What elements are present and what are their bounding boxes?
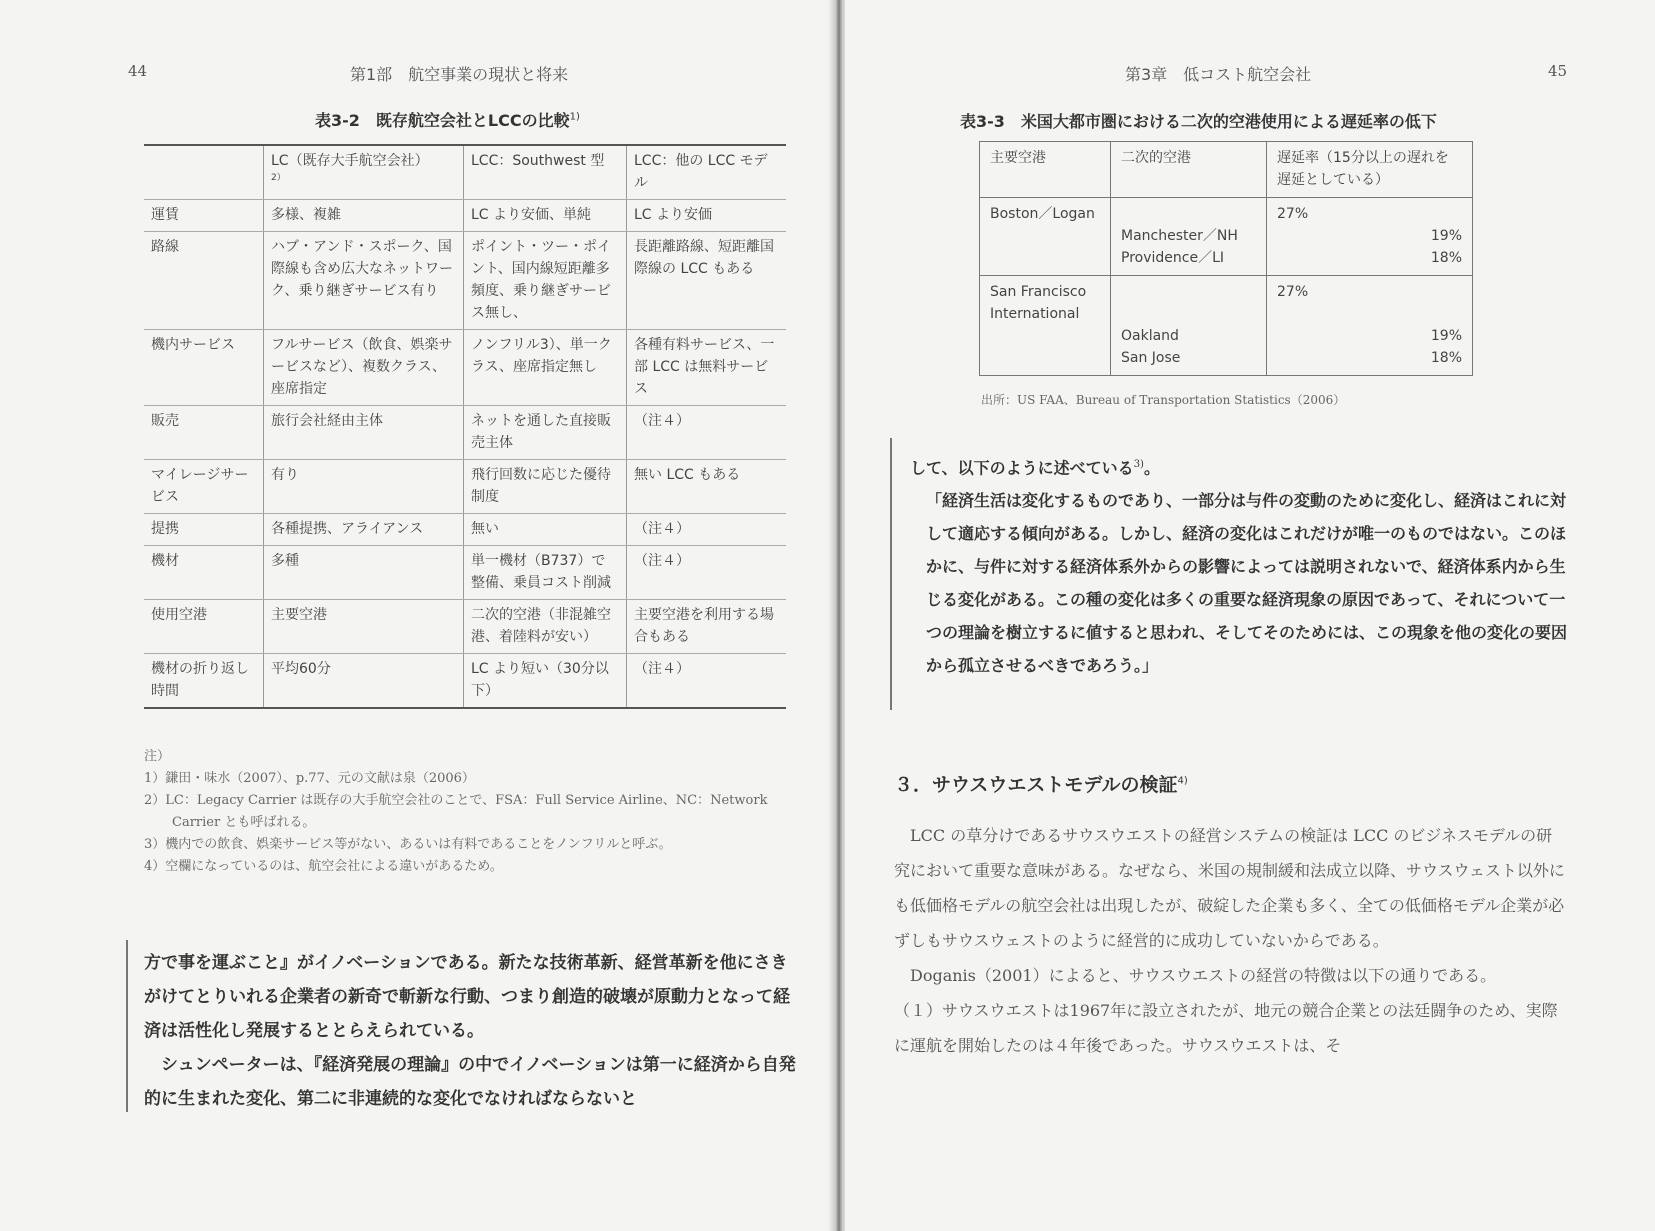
row-label: マイレージサービス [144,460,264,514]
table-cell: 二次的空港（非混雑空港、着陸料が安い） [464,600,627,654]
secondary-rate: 18% [1430,250,1462,266]
table-cell: 無い [464,514,627,546]
table-cell: （注４） [627,546,787,600]
row-label: 運賃 [144,200,264,232]
running-head: 第1部 航空事業の現状と将来 [350,65,569,84]
body-text [144,946,800,1116]
row-label: 機内サービス [144,330,264,406]
secondary-rate: 19% [1430,328,1462,344]
paragraph: 方で事を運ぶこと』がイノベーションである。新たな技術革新、経営革新を他にさきがけてとりいれる企業者の新奇で斬新な行動、つまり創造的破壊が原動力となって経済は活性化し発展するととらえられている。 [144,953,790,1041]
table-cell: 各種提携、アライアンス [264,514,464,546]
main-rate: 27% [1277,284,1309,300]
quote-intro-text: して、以下のように述べている [910,458,1134,478]
table-cell: ノンフリル3）、単一クラス、座席指定無し [464,330,627,406]
row-label: 機材の折り返し時間 [144,654,264,709]
running-head: 第3章 低コスト航空会社 [1125,65,1312,84]
table-cell: 主要空港 [264,600,464,654]
table-row [144,514,786,546]
header-cell: 主要空港 [980,142,1111,198]
table-cell: 有り [264,460,464,514]
table-cell: フルサービス（飲食、娯楽サービスなど）、複数クラス、座席指定 [264,330,464,406]
table-cell: 長距離路線、短距離国際線の LCC もある [627,232,787,330]
table-cell: ネットを通した直接販売主体 [464,406,627,460]
secondary-airports [1111,198,1267,276]
row-label: 販売 [144,406,264,460]
delay-rate-table [979,141,1473,376]
caption-note-ref: 1) [569,111,580,123]
lcc-comparison-table [144,144,786,709]
paragraph: シュンペーターは、『経済発展の理論』の中でイノベーションは第一に経済から自発的に生まれた変化、第二に非連続的な変化でなければならないと [144,1055,796,1109]
header-cell [144,145,264,200]
quote-block [910,448,1570,682]
row-label: 提携 [144,514,264,546]
secondary-rate: 19% [1430,228,1462,244]
margin-rule [890,438,892,710]
row-label: 路線 [144,232,264,330]
table-row [144,406,786,460]
table-cell: 多様、複雑 [264,200,464,232]
page-number: 45 [1548,62,1568,80]
table-cell: 旅行会社経由主体 [264,406,464,460]
table-source: 出所：US FAA、Bureau of Transportation Statistics（2006） [981,393,1346,407]
table-cell: LC より短い（30分以下） [464,654,627,709]
table-cell: 平均60分 [264,654,464,709]
quote-intro [910,448,1570,484]
quote-text: 「経済生活は変化するものであり、一部分は与件の変動のために変化し、経済はこれに対して適応する傾向がある。しかし、経済の変化はこれだけが唯一のものではない。このほかに、与件に対する経済体系外からの影響によっては説明されないで、経済体系内から生じる変化がある。この種の変化は多くの重要な経済現象の原因であって、それについて一つの理論を樹立するに値すると思われ、そしてそのためには、この現象を他の変化の要因から孤立させるべきであろう。」 [926,491,1567,676]
quote-note-ref: 3) [1133,459,1144,470]
table-cell: 多種 [264,546,464,600]
row-label: 使用空港 [144,600,264,654]
header-cell: LCC：Southwest 型 [464,145,627,200]
spacer [1277,303,1462,325]
table-caption [315,108,580,131]
table-caption-text: 表3-2 既存航空会社とLCCの比較 [315,111,570,130]
secondary-airport: Providence／LI [1121,250,1224,266]
quote-intro-end: 。 [1143,458,1160,478]
section-heading-text: ３．サウスウエストモデルの検証 [894,774,1178,796]
spacer [1121,281,1256,325]
note-item: 4）空欄になっているのは、航空会社による違いがあるため。 [144,859,503,874]
table-row [144,654,786,709]
secondary-rate: 18% [1430,350,1462,366]
main-rate: 27% [1277,206,1309,222]
row-label: 機材 [144,546,264,600]
delay-rates [1267,276,1473,376]
table-row [144,232,786,330]
note-item: 3）機内での飲食、娯楽サービス等がない、あるいは有料であることをノンフリルと呼ぶ。 [144,837,672,852]
section-note-ref: 4) [1177,775,1188,787]
header-text: LC（既存大手航空会社） [271,153,429,169]
table-notes [144,746,784,878]
header-cell: 遅延率（15分以上の遅れを遅延としている） [1267,142,1473,198]
note-item: 2）LC：Legacy Carrier は既存の大手航空会社のことで、FSA：Full Service Airline、NC：Network Carrier とも呼ばれる。 [144,793,768,830]
table-row [144,330,786,406]
note-item: 1）鎌田・味水（2007）、p.77、元の文献は泉（2006） [144,771,475,786]
table-cell: ハブ・アンド・スポーク、国際線も含め広大なネットワーク、乗り継ぎサービス有り [264,232,464,330]
section-body [894,818,1566,1063]
table-row [144,200,786,232]
margin-rule [126,940,128,1112]
paragraph: （１）サウスウエストは1967年に設立されたが、地元の競合企業との法廷闘争のため、実際に運航を開始したのは４年後であった。サウスウエストは、そ [894,1001,1558,1055]
table-cell: 飛行回数に応じた優待制度 [464,460,627,514]
secondary-airport: Manchester／NH [1121,228,1238,244]
header-note-ref: 2） [271,173,286,183]
table-cell: （注４） [627,406,787,460]
main-airport: Boston／Logan [980,198,1111,276]
table-cell: （注４） [627,654,787,709]
table-row [144,460,786,514]
header-cell: 二次的空港 [1111,142,1267,198]
main-airport: San Francisco International [980,276,1111,376]
table-cell: LC より安価、単純 [464,200,627,232]
secondary-airport: Oakland [1121,328,1179,344]
secondary-airports [1111,276,1267,376]
table-row [980,198,1473,276]
table-cell: ポイント・ツー・ポイント、国内線短距離多頻度、乗り継ぎサービス無し、 [464,232,627,330]
delay-rates [1267,198,1473,276]
secondary-airport: San Jose [1121,350,1181,366]
table-cell: 各種有料サービス、一部 LCC は無料サービス [627,330,787,406]
table-row [144,600,786,654]
notes-heading: 注） [144,749,171,764]
table-cell: 単一機材（B737）で整備、乗員コスト削減 [464,546,627,600]
table-cell: 無い LCC もある [627,460,787,514]
header-cell: LCC：他の LCC モデル [627,145,787,200]
paragraph: Doganis（2001）によると、サウスウエストの経営の特徴は以下の通りである。 [894,966,1497,985]
table-cell: （注４） [627,514,787,546]
table-cell: LC より安価 [627,200,787,232]
table-row [144,546,786,600]
table-cell: 主要空港を利用する場合もある [627,600,787,654]
section-heading [894,770,1188,797]
page-number: 44 [128,62,148,80]
paragraph: LCC の草分けであるサウスウエストの経営システムの検証は LCC のビジネスモデルの研究において重要な意味がある。なぜなら、米国の規制緩和法成立以降、サウスウェスト以外にも低価格モデルの航空会社は出現したが、破綻した企業も多く、全ての低価格モデル企業が必ずしもサウスウェストのように経営的に成功していないからである。 [894,826,1565,950]
table-row [980,276,1473,376]
spacer [1121,203,1256,225]
table-caption: 表3-3 米国大都市圏における二次的空港使用による遅延率の低下 [960,112,1437,131]
header-cell [264,145,464,200]
table-header-row [144,145,786,200]
table-header-row [980,142,1473,198]
